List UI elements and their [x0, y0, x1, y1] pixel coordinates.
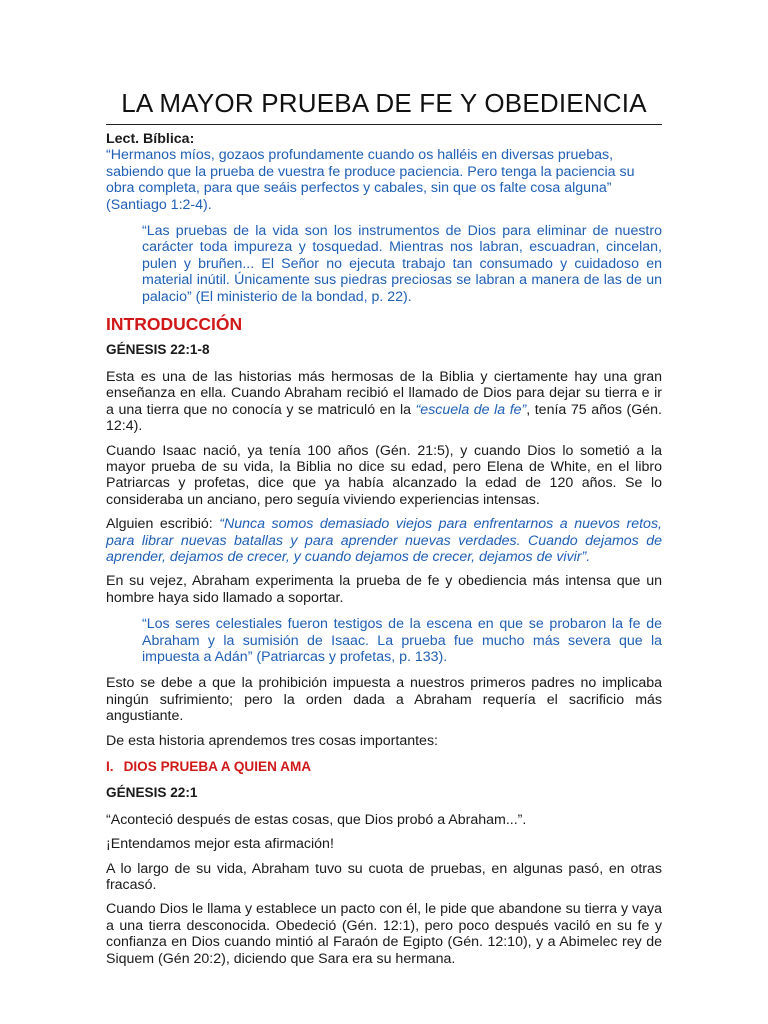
paragraph-1-text-b: , tenía 75 años (Gén. 12:4). [106, 401, 662, 435]
section-1-number: I. [106, 759, 114, 774]
document-title: LA MAYOR PRUEBA DE FE Y OBEDIENCIA [121, 88, 647, 118]
paragraph-2: Cuando Isaac nació, ya tenía 100 años (Gén. 21:5), y cuando Dios lo sometió a la mayor prueba de su vida, la Biblia no dice su edad, pero Elena de White, en el libro Patriarcas y profetas, dice que ya había alcanzado la edad de 120 años. Se lo consideraba un anciano, pero seguía viviendo experiencias intensas. [106, 442, 662, 508]
intro-heading: INTRODUCCIÓN [106, 314, 243, 335]
paragraph-1-text-a: Esta es una de las historias más hermosas de la Biblia y ciertamente hay una gran enseñanza en ella. Cuando Abraham recibió el llamado de Dios para dejar su tierra e ir a una tierra que no conocía y se matriculó en la [106, 368, 662, 418]
paragraph-8: ¡Entendamos mejor esta afirmación! [106, 836, 334, 853]
paragraph-4: En su vejez, Abraham experimenta la prueba de fe y obediencia más intensa que un hombre haya sido llamado a soportar. [106, 573, 662, 606]
lect-label: Lect. Bíblica: [106, 131, 195, 147]
paragraph-7: “Aconteció después de estas cosas, que Dios probó a Abraham...”. [106, 811, 527, 828]
paragraph-9: A lo largo de su vida, Abraham tuvo su cuota de pruebas, en algunas pasó, en otras fracasó. [106, 860, 662, 894]
paragraph-1-emphasis: “escuela de la fe” [415, 401, 527, 418]
paragraph-3 [106, 516, 662, 565]
title-divider [106, 124, 662, 125]
genesis-reference-2: GÉNESIS 22:1 [106, 785, 198, 801]
quote-block-2: “Los seres celestiales fueron testigos de la escena en que se probaron la fe de Abraham y la sumisión de Isaac. La prueba fue mucho más severa que la impuesta a Adán” (Patriarcas y profetas, p. 133). [142, 616, 662, 665]
section-1-title: DIOS PRUEBA A QUIEN AMA [123, 759, 312, 774]
document-body [106, 128, 662, 967]
paragraph-3-quote: “Nunca somos demasiado viejos para enfrentarnos a nuevos retos, para librar nuevas batallas y para aprender nuevas verdades. Cuando dejamos de aprender, dejamos de crecer, y cuando dejamos de crecer, dejamos de vivir”. [106, 516, 662, 565]
lect-text: “Hermanos míos, gozaos profundamente cuando os halléis en diversas pruebas, sabiendo que la prueba de vuestra fe produce paciencia. Pero tenga la paciencia su obra completa, para que seáis perfectos y cabales, sin que os falte cosa alguna” (Santiago 1:2-4). [106, 147, 635, 213]
paragraph-5: Esto se debe a que la prohibición impuesta a nuestros primeros padres no implicaba ningún sufrimiento; pero la orden dada a Abraham requería el sacrificio más angustiante. [106, 675, 662, 725]
paragraph-10: Cuando Dios le llama y establece un pacto con él, le pide que abandone su tierra y vaya a una tierra desconocida. Obedeció (Gén. 12:1), pero poco después vaciló en su fe y confianza en Dios cuando mintió al Faraón de Egipto (Gén. 12:10), y a Abimelec rey de Siquem (Gén 20:2), diciendo que Sara era su hermana. [106, 901, 662, 967]
paragraph-6: De esta historia aprendemos tres cosas importantes: [106, 732, 438, 749]
section-1-heading [106, 759, 662, 775]
quote-block-1: “Las pruebas de la vida son los instrumentos de Dios para eliminar de nuestro carácter toda impureza y tosquedad. Mientras nos labran, escuadran, cincelan, pulen y bruñen... El Señor no ejecuta trabajo tan consumado y cuidadoso en material inútil. Únicamente sus piedras preciosas se labran a manera de las de un palacio” (El ministerio de la bondad, p. 22). [142, 223, 662, 305]
paragraph-1 [106, 369, 662, 435]
genesis-reference-1: GÉNESIS 22:1-8 [106, 342, 210, 358]
paragraph-3-text: Alguien escribió: [106, 516, 220, 533]
